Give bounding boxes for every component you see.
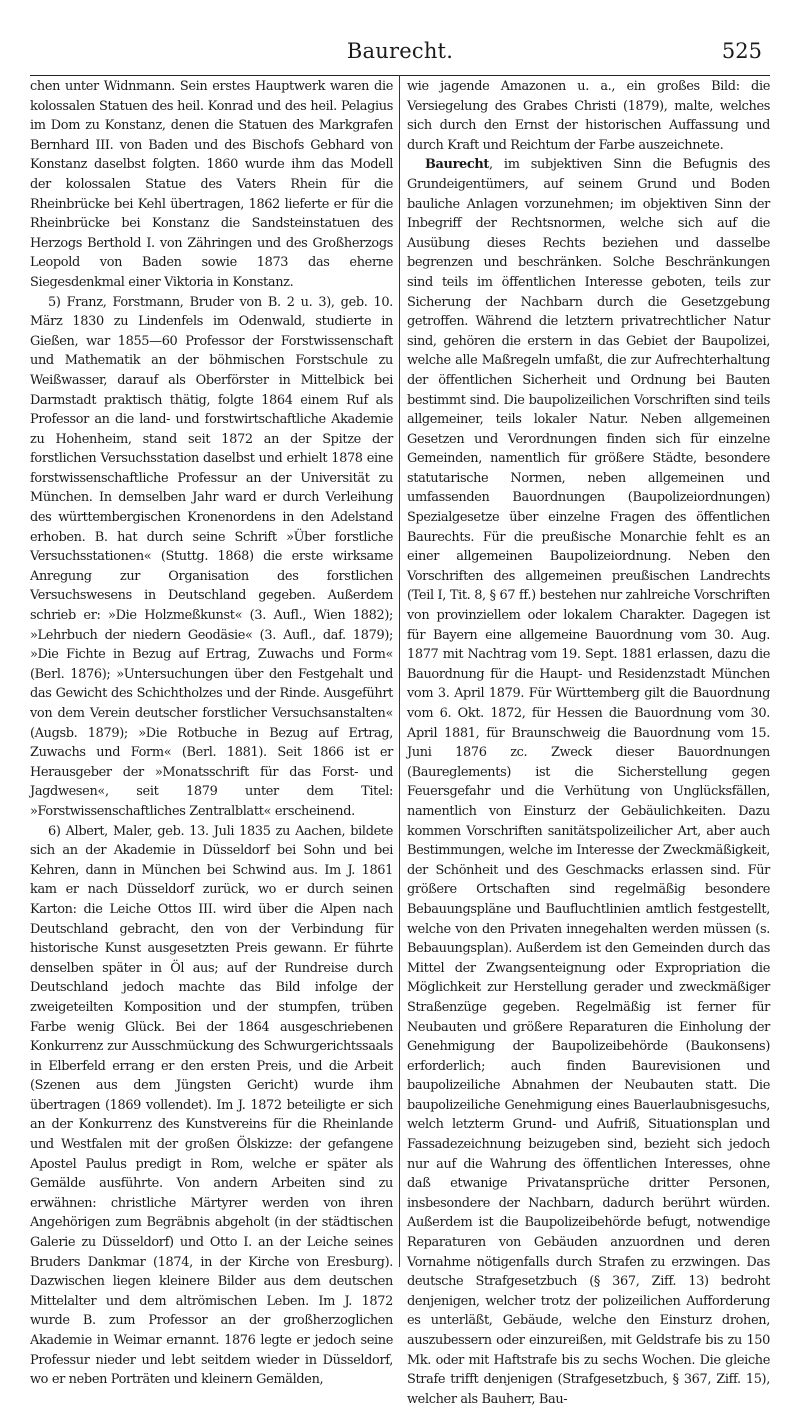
right-column — [407, 77, 770, 1407]
page-number: 525 — [721, 39, 762, 63]
left-column — [30, 77, 393, 1388]
entry-body: , im subjektiven Sinn die Befugnis des Grundeigentümers, auf seinem Grund und Boden bauliche Anlagen vorzunehmen; im objektiven Sinn der Inbegriff der Rechtsnormen, welche sich auf die Ausübung dieses Rechts beziehen und dasselbe begrenzen und beschränken. Solche Beschränkungen sind teils im öffentlichen Interesse geboten, teils zur Sicherung der Nachbarn durch die Gesetzgebung getroffen. Während die letztern privatrechtlicher Natur sind, gehören die erstern in das Gebiet der Baupolizei, welche alle Maßregeln umfaßt, die zur Aufrechterhaltung der öffentlichen Sicherheit und Ordnung bei Bauten bestimmt sind. Die baupolizeilichen Vorschriften sind teils allgemeiner, teils lokaler Natur. Neben allgemeinen Gesetzen und Verordnungen finden sich für einzelne Gemeinden, namentlich für größere Städte, besondere statutarische Normen, neben allgemeinen und umfassenden Bauordnungen (Baupolizeiordnungen) Spezialgesetze über einzelne Fragen des öffentlichen Baurechts. Für die preußische Monarchie fehlt es an einer allgemeinen Baupolizeiordnung. Neben den Vorschriften des allgemeinen preußischen Landrechts (Teil I, Tit. 8, § 67 ff.) bestehen nur zahlreiche Vorschriften von provinziellem oder lokalem Charakter. Dagegen ist für Bayern eine allgemeine Bauordnung vom 30. Aug. 1877 mit Nachtrag vom 19. Sept. 1881 erlassen, dazu die Bauordnung für die Haupt- und Residenzstadt München vom 3. April 1879. Für Württemberg gilt die Bauordnung vom 6. Okt. 1872, für Hessen die Bauordnung vom 30. April 1881, für Braunschweig die Bauordnung vom 15. Juni 1876 zc. Zweck dieser Bauordnungen (Baureglements) ist die Sicherstellung gegen Feuersgefahr und die Verhütung von Unglücksfällen, namentlich von Einsturz der Gebäulichkeiten. Dazu kommen Vorschriften sanitätspolizeilicher Art, aber auch Bestimmungen, welche im Interesse der Zweckmäßigkeit, der Schönheit und des Geschmacks erlassen sind. Für größere Ortschaften sind regelmäßig besondere Bebauungspläne und Baufluchtlinien amtlich festgestellt, welche von den Privaten innegehalten werden müssen (s. Bebauungsplan). Außerdem ist den Gemeinden durch das Mittel der Zwangsenteignung oder Expropriation die Möglichkeit zur Herstellung gerader und zweckmäßiger Straßenzüge gegeben. Regelmäßig ist ferner für Neubauten und größere Reparaturen die Einholung der Genehmigung der Baupolizeibehörde (Baukonsens) erforderlich; auch finden Baurevisionen und baupolizeiliche Abnahmen der Neubauten statt. Die baupolizeiliche Genehmigung eines Bauerlaubnisgesuchs, welch letzterm Grund- und Aufriß, Situationsplan und Fassadezeichnung beizugeben sind, bezieht sich jedoch nur auf die Wahrung des öffentlichen Interesses, ohne daß etwanige Privatansprüche dritter Personen, insbesondere der Nachbarn, dadurch berührt würden. Außerdem ist die Baupolizeibehörde befugt, notwendige Reparaturen von Gebäuden anzuordnen und deren Vornahme nötigenfalls durch Strafen zu erzwingen. Das deutsche Strafgesetzbuch (§ 367, Ziff. 13) bedroht denjenigen, welcher trotz der polizeilichen Aufforderung es unterläßt, Gebäude, welche den Einsturz drohen, auszubessern oder einzureißen, mit Geldstrafe bis zu 150 Mk. oder mit Haftstrafe bis zu sechs Wochen. Die gleiche Strafe trifft denjenigen (Strafgesetzbuch, § 367, Ziff. 15), welcher als Bauherr, Bau- — [407, 157, 770, 1407]
entry-baurecht — [407, 155, 770, 1409]
entry-term: Baurecht — [425, 157, 489, 173]
paragraph-left-2: 5) Franz, Forstmann, Bruder von B. 2 u. 3), geb. 10. März 1830 zu Lindenfels im Odenwald, studierte in Gießen, war 1855—60 Professor der Forstwissenschaft und Mathematik an der böhmischen Forstschule zu Weißwasser, darauf als Oberförster in Mittelbick bei Darmstadt praktisch thätig, folgte 1864 einem Ruf als Professor an die land- und forstwirtschaftliche Akademie zu Hohenheim, stand seit 1872 an der Spitze der forstlichen Versuchsstation daselbst und erhielt 1878 eine forstwissenschaftliche Professur an der Universität zu München. In demselben Jahr ward er durch Verleihung des württembergischen Kronenordens in den Adelstand erhoben. B. hat durch seine Schrift »Über forstliche Versuchsstationen« (Stuttg. 1868) die erste wirksame Anregung zur Organisation des forstlichen Versuchswesens in Deutschland gegeben. Außerdem schrieb er: »Die Holzmeßkunst« (3. Aufl., Wien 1882); »Lehrbuch der niedern Geodäsie« (3. Aufl., daf. 1879); »Die Fichte in Bezug auf Ertrag, Zuwachs und Form« (Berl. 1876); »Untersuchungen über den Festgehalt und das Gewicht des Schichtholzes und der Rinde. Ausgeführt von dem Verein deutscher forstlicher Versuchsanstalten« (Augsb. 1879); »Die Rotbuche in Bezug auf Ertrag, Zuwachs und Form« (Berl. 1881). Seit 1866 ist er Herausgeber der »Monatsschrift für das Forst- und Jagdwesen«, seit 1879 unter dem Titel: »Forstwissenschaftliches Zentralblatt« erscheinend. — [30, 294, 393, 819]
paragraph-left-3: 6) Albert, Maler, geb. 13. Juli 1835 zu Aachen, bildete sich an der Akademie in Düsseldorf bei Sohn und bei Kehren, dann in München bei Schwind aus. Im J. 1861 kam er nach Düsseldorf zurück, wo er durch seinen Karton: die Leiche Ottos III. wird über die Alpen nach Deutschland gebracht, den von der Verbindung für historische Kunst ausgesetzten Preis gewann. Er führte denselben später in Öl aus; auf der Rundreise durch Deutschland jedoch machte das Bild infolge der zweigeteilten Komposition und der stumpfen, trüben Farbe wenig Glück. Bei der 1864 ausgeschriebenen Konkurrenz zur Ausschmückung des Schwurgerichtssaals in Elberfeld errang er den ersten Preis, und die Arbeit (Szenen aus dem Jüngsten Gericht) wurde ihm übertragen (1869 vollendet). Im J. 1872 beteiligte er sich an der Konkurrenz des Kunstvereins für die Rheinlande und Westfalen mit der großen Ölskizze: der gefangene Apostel Paulus predigt in Rom, welche er später als Gemälde ausführte. Von andern Arbeiten sind zu erwähnen: christliche Märtyrer werden von ihren Angehörigen zum Begräbnis abgeholt (in der städtischen Galerie zu Düsseldorf) und Otto I. an der Leiche seines Bruders Dankmar (1874, in der Kirche von Eresburg). Dazwischen liegen kleinere Bilder aus dem deutschen Mittelalter und dem altrömischen Leben. Im J. 1872 wurde B. zum Professor an der großherzoglichen Akademie in Weimar ernannt. 1876 legte er jedoch seine Professur nieder und lebt seitdem wieder in Düsseldorf, wo er neben Porträten und kleinern Gemälden, — [30, 823, 393, 1388]
running-head: Baurecht. — [346, 39, 454, 63]
paragraph-right-1: wie jagende Amazonen u. a., ein großes Bild: die Versiegelung des Grabes Christi (1879), malte, welches sich durch den Ernst der historischen Auffassung und durch Kraft und Reichtum der Farbe auszeichnete. — [407, 79, 770, 153]
header-rule — [30, 75, 770, 76]
paragraph-left-1: chen unter Widnmann. Sein erstes Hauptwerk waren die kolossalen Statuen des heil. Konrad und des heil. Pelagius im Dom zu Konstanz, denen die Statuen des Markgrafen Bernhard III. von Baden und des Bischofs Gebhard von Konstanz daselbst folgten. 1860 wurde ihm das Modell der kolossalen Statue des Vaters Rhein für die Rheinbrücke bei Kehl übertragen, 1862 lieferte er für die Rheinbrücke bei Konstanz die Sandsteinstatuen des Herzogs Berthold I. von Zähringen und des Großherzogs Leopold von Baden sowie 1873 das eherne Siegesdenkmal einer Viktoria in Konstanz. — [30, 79, 393, 290]
page-header — [30, 33, 770, 73]
column-divider — [399, 75, 400, 1267]
